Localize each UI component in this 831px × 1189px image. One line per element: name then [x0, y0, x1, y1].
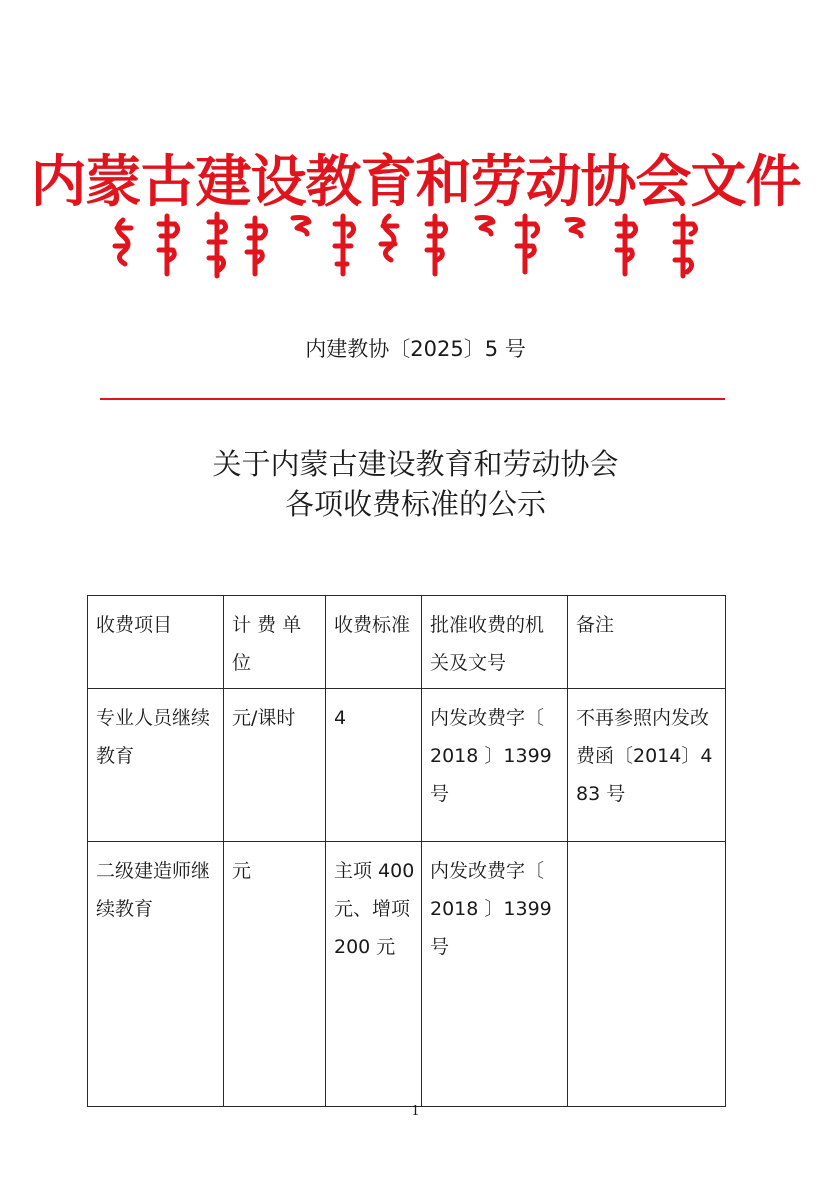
document-number: 内建教协〔2025〕5 号 [305, 337, 526, 361]
notice-title-line-1: 关于内蒙古建设教育和劳动协会 [212, 447, 619, 481]
fee-standard-cell: 主项 400 元、增项 200 元 [326, 842, 422, 1107]
fee-item-cell: 二级建造师继续教育 [88, 842, 224, 1107]
approval-authority-cell: 内发改费字〔 2018 〕1399 号 [422, 842, 568, 1107]
header-remarks: 备注 [568, 596, 726, 689]
table-row [88, 842, 726, 1107]
red-divider-line [100, 398, 725, 400]
fee-standards-table [87, 595, 726, 1107]
notice-title-line-2: 各项收费标准的公示 [284, 487, 546, 521]
mongolian-script-line [105, 206, 725, 286]
table-header-row [88, 596, 726, 689]
fee-standard-cell: 4 [326, 689, 422, 842]
table-row [88, 689, 726, 842]
header-fee-standard: 收费标准 [326, 596, 422, 689]
org-title: 内蒙古建设教育和劳动协会文件 [30, 149, 801, 215]
notice-title [0, 444, 831, 524]
approval-authority-cell: 内发改费字〔 2018 〕1399 号 [422, 689, 568, 842]
fee-item-cell: 专业人员继续教育 [88, 689, 224, 842]
billing-unit-cell: 元/课时 [224, 689, 326, 842]
remarks-cell [568, 842, 726, 1107]
billing-unit-cell: 元 [224, 842, 326, 1107]
header-approval-authority: 批准收费的机关及文号 [422, 596, 568, 689]
header-billing-unit: 计 费 单 位 [224, 596, 326, 689]
page-number: 1 [411, 1104, 420, 1119]
header-fee-item: 收费项目 [88, 596, 224, 689]
remarks-cell: 不再参照内发改费函〔2014〕483 号 [568, 689, 726, 842]
